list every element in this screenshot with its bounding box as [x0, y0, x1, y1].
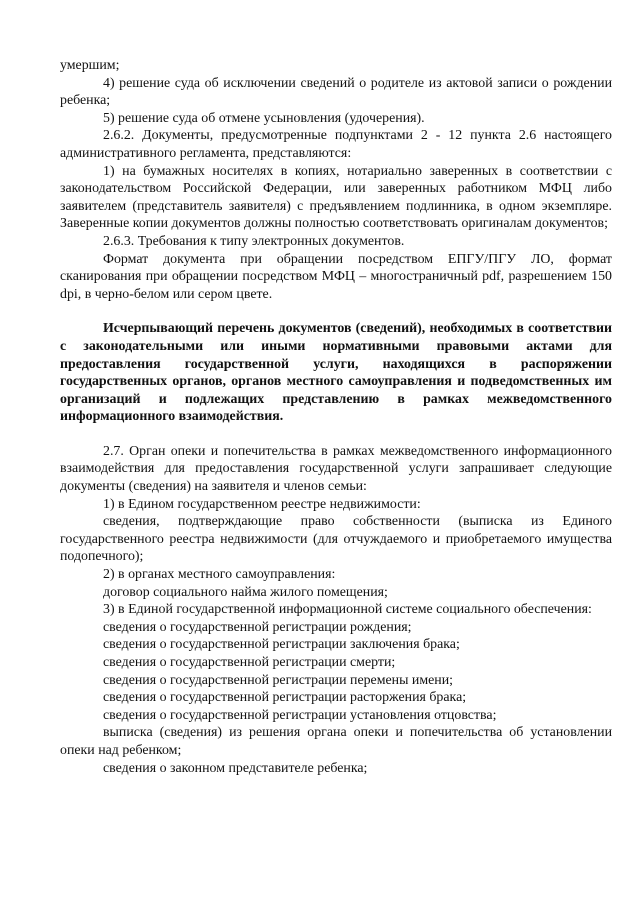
- paragraph: сведения о государственной регистрации перемены имени;: [103, 672, 454, 688]
- paragraph: сведения о законном представителе ребенка;: [103, 760, 368, 776]
- paragraph: 2.6.3. Требования к типу электронных документов.: [103, 233, 405, 249]
- paragraph: 2) в органах местного самоуправления:: [103, 567, 336, 583]
- paragraph: выписка (сведения) из решения органа опеки и попечительства об установлении опеки над ребенком;: [60, 725, 612, 758]
- paragraph: сведения о государственной регистрации установления отцовства;: [103, 707, 497, 723]
- paragraph: 2.6.2. Документы, предусмотренные подпунктами 2 - 12 пункта 2.6 настоящего административного регламента, представляются:: [60, 128, 612, 161]
- document-body-part2: [60, 443, 612, 777]
- paragraph: 2.7. Орган опеки и попечительства в рамках межведомственного информационного взаимодействия для предоставления государственной услуги запрашивает следующие документы (сведения) на заявителя и членов семьи:: [60, 443, 612, 495]
- paragraph: 3) в Единой государственной информационной системе социального обеспечения:: [103, 602, 592, 618]
- paragraph: сведения о государственной регистрации смерти;: [103, 655, 396, 670]
- paragraph: 4) решение суда об исключении сведений о родителе из актовой записи о рождении ребенка;: [60, 75, 612, 109]
- paragraph: умершим;: [60, 58, 120, 73]
- paragraph: сведения о государственной регистрации расторжения брака;: [103, 690, 467, 706]
- paragraph: сведения о государственной регистрации заключения брака;: [103, 637, 460, 653]
- section-heading: Исчерпывающий перечень документов (сведений), необходимых в соответствии с законодательными или иными нормативными правовыми актами для предоставления государственной услуги, находящихся в распоряжении государственных органов, органов местного самоуправления и подведомственных им организаций и подлежащих представлению в рамках межведомственного информационного взаимодействия.: [60, 321, 612, 425]
- paragraph: 1) на бумажных носителях в копиях, нотариально заверенных в соответствии с законодательством Российской Федерации, или заверенных работником МФЦ либо заявителем (представитель заявителя) с предъявлением подлинника, в одном экземпляре. Заверенные копии документов должны полностью соответствовать оригиналам документов;: [60, 163, 612, 232]
- paragraph: Формат документа при обращении посредством ЕПГУ/ПГУ ЛО, формат сканирования при обращении посредством МФЦ – многостраничный pdf, разрешением 150 dpi, в черно-белом или сером цвете.: [60, 251, 612, 302]
- document-page: [60, 57, 612, 777]
- paragraph: сведения, подтверждающие право собственности (выписка из Единого государственного реестра недвижимости (для отчуждаемого и приобретаемого имущества подопечного);: [60, 514, 612, 565]
- paragraph: договор социального найма жилого помещения;: [103, 584, 388, 600]
- document-body-part1: [60, 57, 612, 303]
- paragraph: сведения о государственной регистрации рождения;: [103, 619, 412, 635]
- paragraph: 5) решение суда об отмене усыновления (удочерения).: [103, 110, 425, 126]
- paragraph: 1) в Едином государственном реестре недвижимости:: [103, 496, 421, 512]
